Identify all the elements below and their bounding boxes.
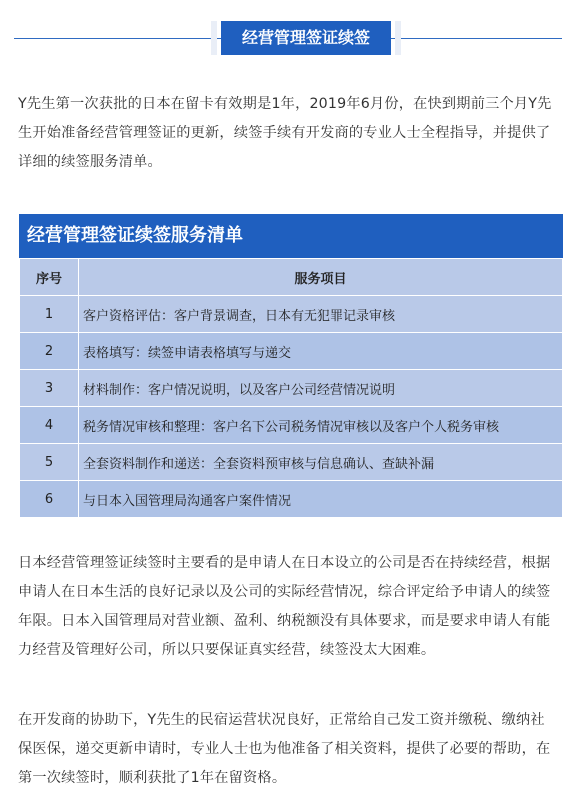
row-number: 1 xyxy=(20,296,79,333)
table-row xyxy=(20,444,563,481)
section-title: 经营管理签证续签 xyxy=(221,21,391,55)
table-row xyxy=(20,333,563,370)
row-item: 全套资料制作和递送：全套资料预审核与信息确认、查缺补漏 xyxy=(79,444,563,481)
table-row xyxy=(20,407,563,444)
row-number: 2 xyxy=(20,333,79,370)
table-header-row xyxy=(20,259,563,296)
row-item: 税务情况审核和整理：客户名下公司税务情况审核以及客户个人税务审核 xyxy=(79,407,563,444)
intro-paragraph: Y先生第一次获批的日本在留卡有效期是1年，2019年6月份，在快到期前三个月Y先生开始准备经营管理签证的更新，续签手续有开发商的专业人士全程指导，并提供了详细的续签服务清单。 xyxy=(18,96,552,170)
row-number: 3 xyxy=(20,370,79,407)
table-row xyxy=(20,370,563,407)
row-number: 5 xyxy=(20,444,79,481)
service-table xyxy=(19,214,563,518)
result-paragraph: 在开发商的协助下，Y先生的民宿运营状况良好，正常给自己发工资并缴税、缴纳社保医保，递交更新申请时，专业人士也为他准备了相关资料，提供了必要的帮助，在第一次续签时，顺利获批了1年在留资格。 xyxy=(18,712,551,786)
row-item: 客户资格评估：客户背景调查，日本有无犯罪记录审核 xyxy=(79,296,563,333)
row-item: 表格填写：续签申请表格填写与递交 xyxy=(79,333,563,370)
section-header xyxy=(14,18,562,58)
row-item: 材料制作：客户情况说明，以及客户公司经营情况说明 xyxy=(79,370,563,407)
table-row xyxy=(20,296,563,333)
row-number: 4 xyxy=(20,407,79,444)
column-header-item: 服务项目 xyxy=(79,259,563,296)
renewal-paragraph: 日本经营管理签证续签时主要看的是申请人在日本设立的公司是否在持续经营，根据申请人在日本生活的良好记录以及公司的实际经营情况，综合评定给予申请人的续签年限。日本入国管理局对营业额、盈利、纳税额没有具体要求，而是要求申请人有能力经营及管理好公司，所以只要保证真实经营，续签没太大困难。 xyxy=(18,555,551,658)
table-title: 经营管理签证续签服务清单 xyxy=(19,214,563,258)
table-row xyxy=(20,481,563,518)
column-header-number: 序号 xyxy=(20,259,79,296)
service-list xyxy=(19,258,563,518)
row-number: 6 xyxy=(20,481,79,518)
row-item: 与日本入国管理局沟通客户案件情况 xyxy=(79,481,563,518)
